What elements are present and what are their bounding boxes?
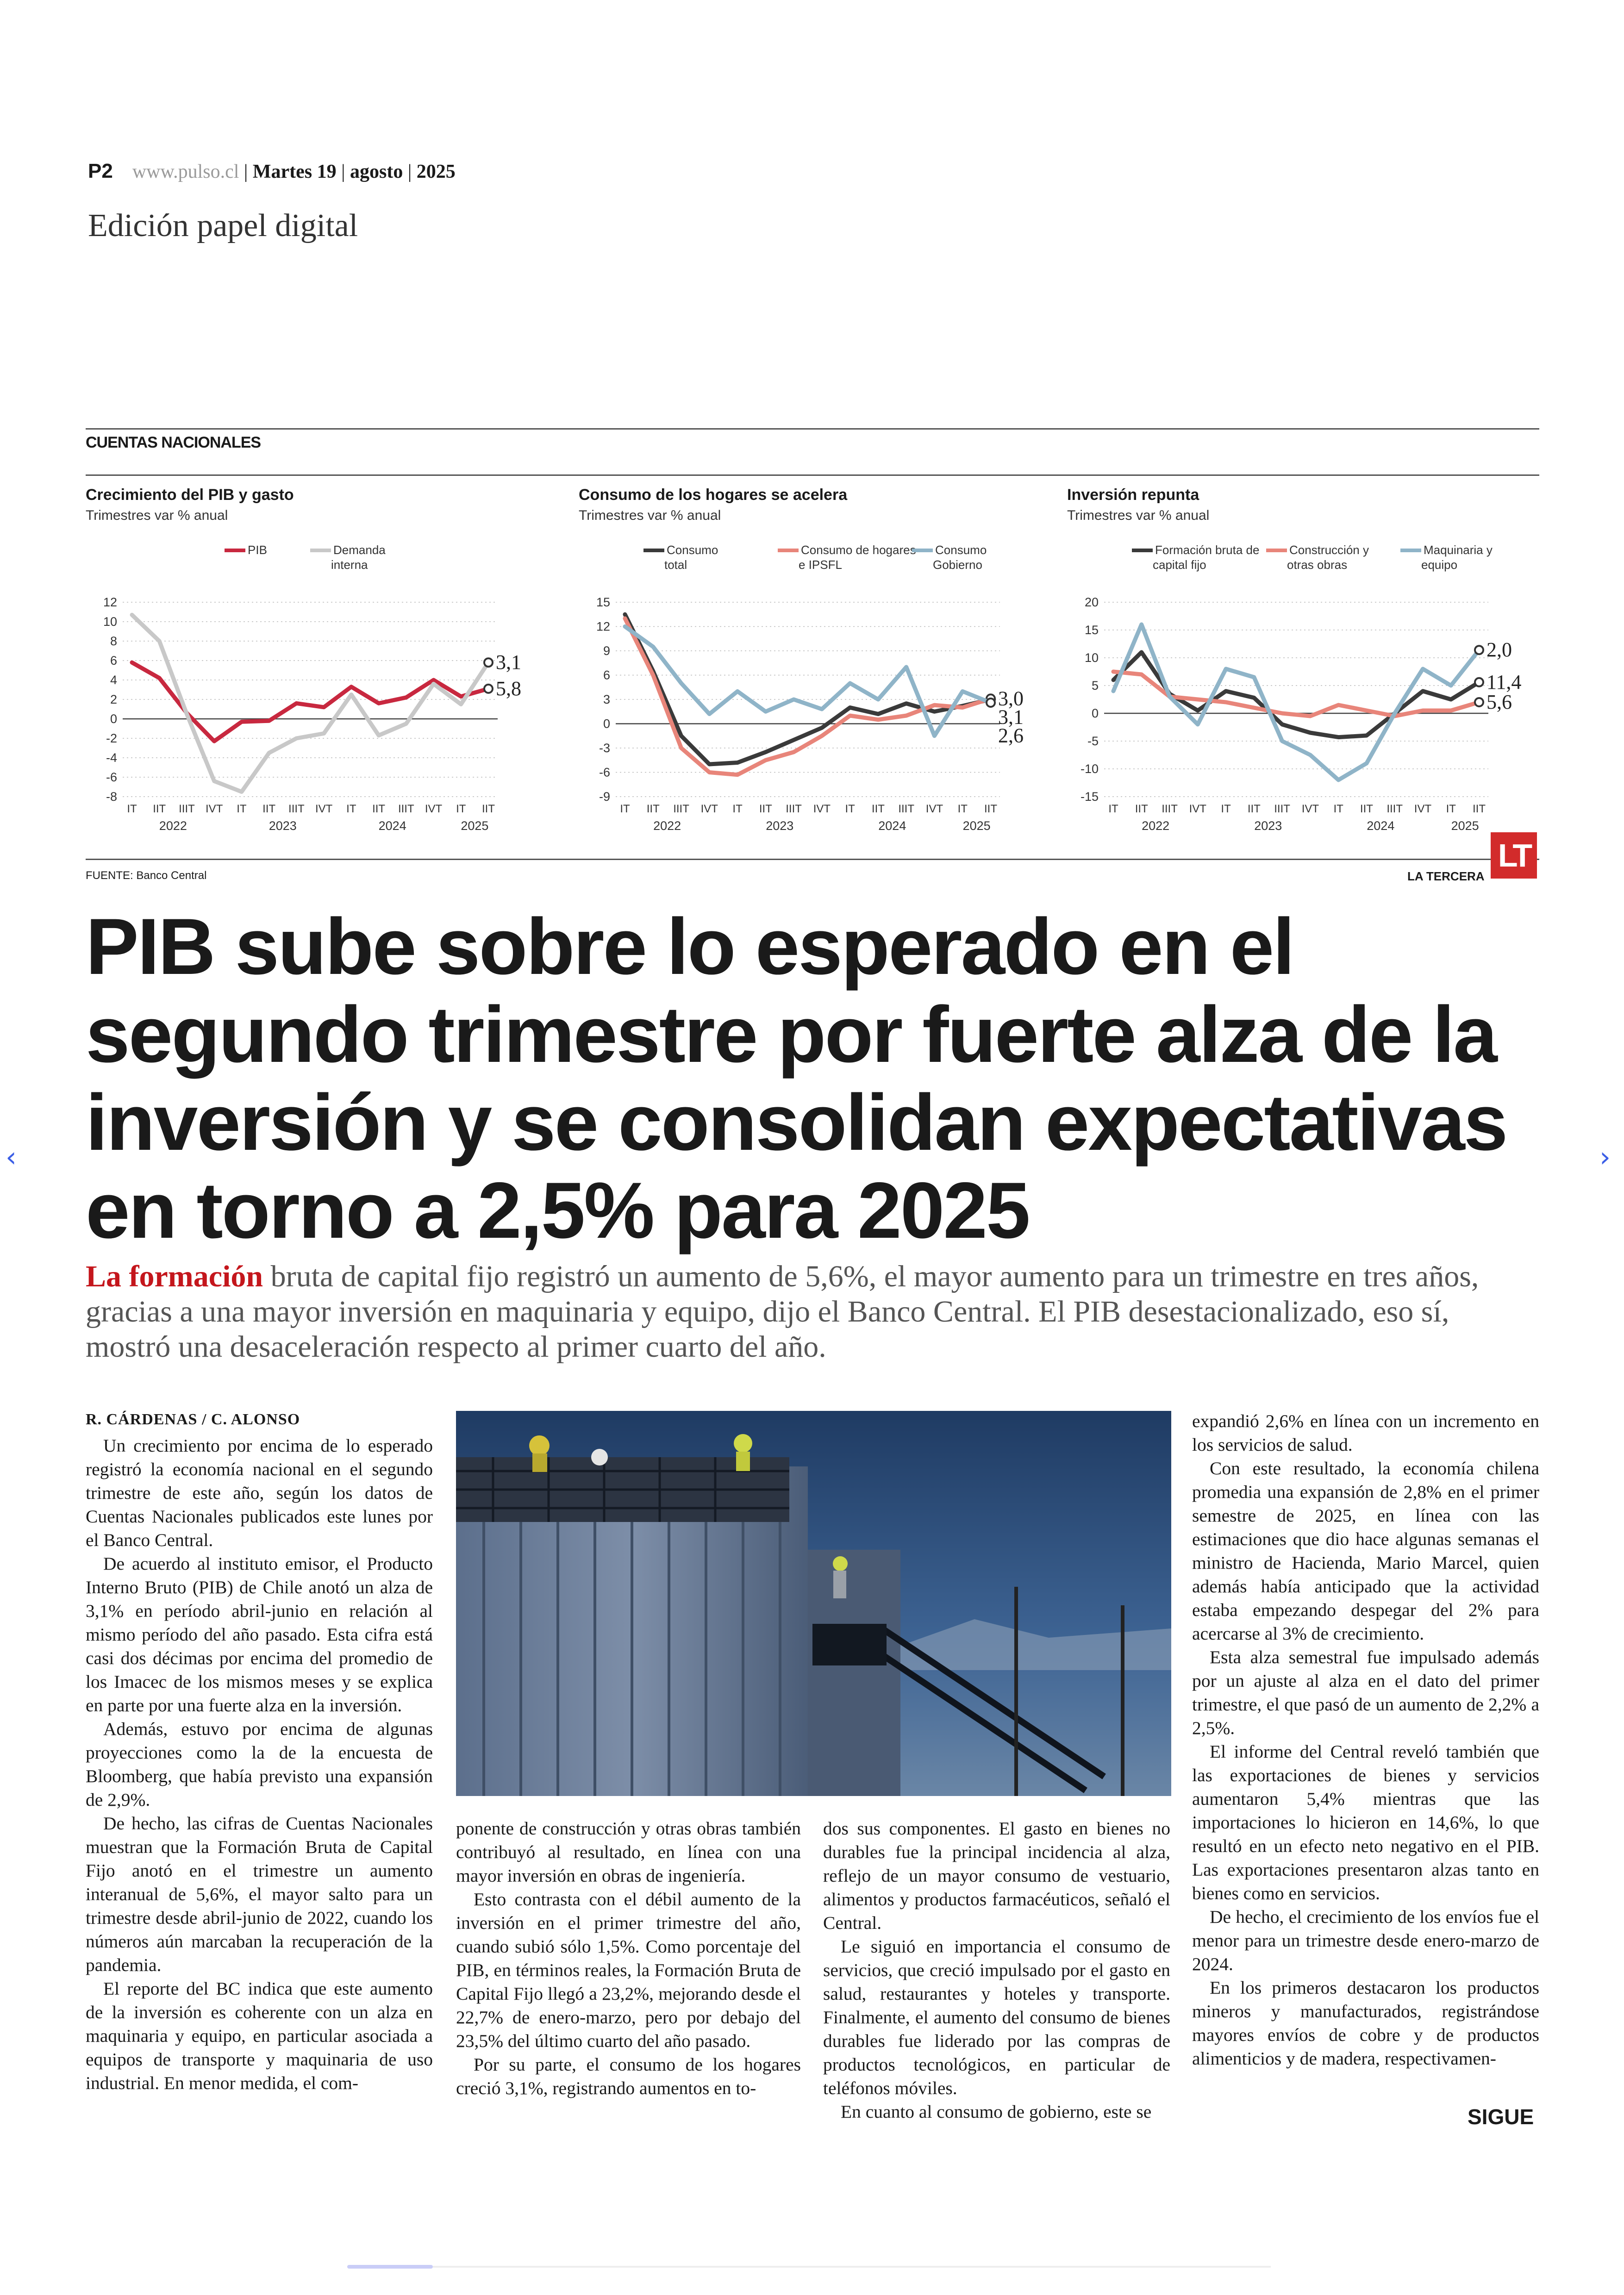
end-marker <box>484 658 493 667</box>
end-value-label: 5,8 <box>496 677 521 700</box>
article-column-3 <box>823 1817 1170 2124</box>
end-value-label: 2,6 <box>998 724 1024 747</box>
x-tick-label: IVT <box>1189 803 1206 815</box>
chart-plot <box>579 524 1051 861</box>
paragraph: Un crecimiento por encima de lo esperado registró la economía nacional en el segundo trimestre de este año, según los datos de Cuentas Nacionales publicados este lunes por el Banco Central. <box>86 1435 433 1550</box>
end-marker <box>1475 698 1483 706</box>
y-tick-label: 4 <box>110 673 117 687</box>
year-label: 2025 <box>962 819 991 833</box>
x-tick-label: IT <box>1108 803 1118 815</box>
la-tercera-logo: LT <box>1491 832 1537 879</box>
legend-label: PIB <box>248 543 267 557</box>
x-tick-label: IIT <box>984 803 997 815</box>
x-tick-label: IIIT <box>898 803 915 815</box>
legend-label: interna <box>331 558 368 572</box>
x-tick-label: IT <box>620 803 630 815</box>
divider <box>86 428 1539 430</box>
x-tick-label: IVT <box>1414 803 1432 815</box>
x-tick-label: IT <box>127 803 137 815</box>
end-marker <box>987 698 995 707</box>
x-tick-label: IT <box>1446 803 1456 815</box>
y-tick-label: 0 <box>1091 706 1099 720</box>
y-tick-label: -4 <box>106 751 117 765</box>
series-line <box>1113 624 1479 780</box>
date-year: 2025 <box>416 161 456 182</box>
y-tick-label: 8 <box>110 634 117 648</box>
paragraph: De acuerdo al instituto emisor, el Producto Interno Bruto (PIB) de Chile anotó un alza de 3,1% en período abril-junio en relación al mismo período del año pasado. Esta cifra está casi dos décimas por encima del promedio de los Imacec de los mismos meses y se explica en parte por una fuerte alza en la inversión. <box>86 1553 433 1715</box>
y-tick-label: 2 <box>110 692 117 706</box>
y-tick-label: -6 <box>599 765 610 780</box>
end-marker <box>484 685 493 693</box>
series-line <box>625 618 991 775</box>
chart-title: Consumo de los hogares se acelera <box>579 486 848 504</box>
lede-lead: La formación <box>86 1260 263 1293</box>
chart-pib <box>86 486 549 861</box>
year-label: 2022 <box>1142 819 1170 833</box>
page-header: P2 www.pulso.cl | Martes 19 | agosto | 2025 <box>88 160 456 182</box>
date-day: Martes 19 <box>252 161 337 182</box>
paragraph: expandió 2,6% en línea con un incremento en los servicios de salud. <box>1192 1411 1539 1455</box>
paragraph: Le siguió en importancia el consumo de servicios, que creció impulsado por el gasto en salud, restaurantes y hoteles y transporte. Finalmente, el aumento del consumo de bienes durables fue liderado por las compras de productos tecnológicos, en particular de teléfonos móviles. <box>823 1936 1170 2098</box>
brand-name: LA TERCERA <box>1407 869 1485 883</box>
legend-label: Gobierno <box>933 558 982 572</box>
year-label: 2022 <box>159 819 187 833</box>
end-value-label: 3,1 <box>998 705 1024 729</box>
end-value-label: 3,0 <box>998 687 1024 710</box>
legend-label: capital fijo <box>1153 558 1206 572</box>
y-tick-label: 6 <box>603 668 610 682</box>
legend-label: Consumo <box>935 543 987 557</box>
legend-label: total <box>664 558 687 572</box>
x-tick-label: IT <box>845 803 855 815</box>
article-column-2 <box>456 1817 801 2100</box>
x-tick-label: IIIT <box>786 803 802 815</box>
article-column-4 <box>1192 1409 1539 2070</box>
end-marker <box>1475 646 1483 654</box>
year-label: 2023 <box>269 819 297 833</box>
continue-label: SIGUE <box>1468 2105 1534 2129</box>
x-tick-label: IIT <box>646 803 660 815</box>
end-value-label: 2,0 <box>1487 638 1512 661</box>
year-label: 2025 <box>461 819 489 833</box>
paragraph: Con este resultado, la economía chilena promedia una expansión de 2,8% en el primer semestre de 2025, en línea con las estimaciones que dio hace algunas semanas el ministro de Hacienda, Mario Marcel, quien además había anticipado que la actividad estaba empezando despegar del 2% para acercarse al 3% de crecimiento. <box>1192 1458 1539 1644</box>
x-tick-label: IT <box>456 803 466 815</box>
x-tick-label: IVT <box>813 803 831 815</box>
y-tick-label: 9 <box>603 644 610 658</box>
divider <box>86 474 1539 476</box>
paragraph: Esta alza semestral fue impulsado además por un ajuste al alza en el dato del primer trimestre, el que pasó de un aumento de 2,2% a 2,5%. <box>1192 1647 1539 1738</box>
x-tick-label: IIIT <box>398 803 414 815</box>
x-tick-label: IT <box>1333 803 1343 815</box>
x-tick-label: IIIT <box>1274 803 1290 815</box>
section-label: CUENTAS NACIONALES <box>86 434 261 451</box>
chart-plot <box>1067 524 1539 861</box>
x-tick-label: IVT <box>425 803 443 815</box>
x-tick-label: IIT <box>1247 803 1261 815</box>
paragraph: dos sus componentes. El gasto en bienes no durables fue la principal incidencia al alza, reflejo de un mayor consumo de vestuario, alimentos y productos farmacéuticos, señaló el Central. <box>823 1818 1170 1933</box>
chart-consumo <box>579 486 1051 861</box>
paragraph: En los primeros destacaron los productos mineros y manufacturados, registrándose mayores envíos de cobre y de productos alimenticios y de madera, respectivamen- <box>1192 1977 1539 2069</box>
x-tick-label: IVT <box>315 803 333 815</box>
year-label: 2022 <box>653 819 681 833</box>
y-tick-label: -5 <box>1087 734 1099 748</box>
legend-label: Consumo <box>667 543 718 557</box>
chart-inversion <box>1067 486 1539 861</box>
x-tick-label: IIT <box>759 803 772 815</box>
x-tick-label: IVT <box>925 803 943 815</box>
chart-source: FUENTE: Banco Central <box>86 869 207 882</box>
scroll-indicator[interactable] <box>347 2265 433 2269</box>
chart-title: Inversión repunta <box>1067 486 1199 504</box>
y-tick-label: 12 <box>103 595 117 609</box>
chevron-left-icon[interactable]: ‹ <box>6 1141 17 1173</box>
x-tick-label: IT <box>732 803 743 815</box>
end-value-label: 3,1 <box>496 651 521 674</box>
y-tick-label: 15 <box>1084 623 1099 637</box>
x-tick-label: IIIT <box>673 803 689 815</box>
x-tick-label: IIT <box>1360 803 1373 815</box>
x-tick-label: IIT <box>482 803 495 815</box>
chart-plot <box>86 524 549 861</box>
y-tick-label: -6 <box>106 770 117 784</box>
headline: PIB sube sobre lo esperado en el segundo trimestre por fuerte alza de la inversión y se consolidan expectativas en torno a 2,5% para 2025 <box>86 902 1507 1255</box>
paragraph: El reporte del BC indica que este aumento de la inversión es coherente con un alza en maquinaria y equipo, en particular asociada a equipos de transporte y maquinaria de uso industrial. En menor medida, el com- <box>86 1978 433 2093</box>
paragraph: En cuanto al consumo de gobierno, este se <box>841 2102 1152 2122</box>
paragraph: Esto contrasta con el débil aumento de la inversión en el primer trimestre del año, cuando subió sólo 1,5%. Como porcentaje del PIB, en términos reales, la Formación Bruta de Capital Fijo llegó a 23,2%, mejorando desde el 22,7% de enero-marzo, pero por debajo del 23,5% del último cuarto del año pasado. <box>456 1889 801 2051</box>
end-value-label: 11,4 <box>1487 670 1522 693</box>
legend-label: Consumo de hogares <box>801 543 916 557</box>
legend-label: Formación bruta de <box>1155 543 1260 557</box>
x-tick-label: IT <box>237 803 247 815</box>
lede <box>86 1259 1539 1365</box>
x-tick-label: IIIT <box>1387 803 1403 815</box>
series-line <box>132 662 488 741</box>
y-tick-label: -8 <box>106 790 117 804</box>
y-tick-label: 12 <box>596 619 610 634</box>
x-tick-label: IVT <box>1301 803 1319 815</box>
paragraph: De hecho, las cifras de Cuentas Nacionales muestran que la Formación Bruta de Capital Fijo anotó en el trimestre un aumento interanual de 5,6%, el mayor salto para un trimestre desde abril-junio de 2022, cuando los números aún marcaban la recuperación de la pandemia. <box>86 1813 433 1975</box>
x-tick-label: IT <box>346 803 356 815</box>
legend-label: Demanda <box>333 543 386 557</box>
scroll-track <box>433 2266 1271 2268</box>
y-tick-label: 15 <box>596 595 610 609</box>
x-tick-label: IIT <box>871 803 885 815</box>
y-tick-label: -10 <box>1080 762 1099 776</box>
legend-label: equipo <box>1421 558 1458 572</box>
edition-label: Edición papel digital <box>88 208 358 243</box>
byline: R. CÁRDENAS / C. ALONSO <box>86 1411 300 1428</box>
end-value-label: 5,6 <box>1487 691 1512 713</box>
y-tick-label: 5 <box>1091 679 1099 692</box>
legend-label: otras obras <box>1287 558 1348 572</box>
year-label: 2024 <box>1367 819 1395 833</box>
y-tick-label: 3 <box>603 692 610 706</box>
y-tick-label: -15 <box>1080 790 1099 804</box>
paragraph: De hecho, el crecimiento de los envíos fue el menor para un trimestre desde enero-marzo de 2024. <box>1192 1907 1539 1974</box>
x-tick-label: IT <box>957 803 968 815</box>
y-tick-label: 6 <box>110 654 117 667</box>
year-label: 2025 <box>1451 819 1479 833</box>
y-tick-label: 0 <box>603 717 610 731</box>
year-label: 2023 <box>1254 819 1282 833</box>
x-tick-label: IIT <box>372 803 386 815</box>
x-tick-label: IVT <box>700 803 718 815</box>
x-tick-label: IIT <box>1473 803 1486 815</box>
x-tick-label: IIT <box>262 803 276 815</box>
x-tick-label: IIIT <box>288 803 305 815</box>
legend-label: Construcción y <box>1289 543 1369 557</box>
chart-subtitle: Trimestres var % anual <box>579 508 721 523</box>
divider <box>86 859 1539 860</box>
page-number: P2 <box>88 160 113 182</box>
chart-title: Crecimiento del PIB y gasto <box>86 486 294 504</box>
article-photo <box>456 1411 1171 1796</box>
site-url: www.pulso.cl <box>132 161 239 182</box>
lede-text: bruta de capital fijo registró un aumento de 5,6%, el mayor aumento para un trimestre en tres años, gracias a una mayor inversión en maquinaria y equipo, dijo el Banco Central. El PIB desestacionalizado, eso sí, mostró una desaceleración respecto al primer cuarto del año. <box>86 1260 1479 1364</box>
y-tick-label: -3 <box>599 741 610 755</box>
end-marker <box>1475 678 1483 686</box>
article-column-1 <box>86 1434 433 2095</box>
x-tick-label: IIT <box>153 803 166 815</box>
paragraph: Por su parte, el consumo de los hogares creció 3,1%, registrando aumentos en to- <box>456 2054 801 2098</box>
paragraph: El informe del Central reveló también que las exportaciones de bienes y servicios aumentaron 5,4% mientras que las importaciones lo hicieron en 14,6%, lo que resultó en un efecto neto negativo en el PIB. Las exportaciones presentaron alzas tanto en bienes como en servicios. <box>1192 1741 1539 1903</box>
year-label: 2024 <box>878 819 906 833</box>
legend-label: Maquinaria y <box>1424 543 1493 557</box>
legend-label: e IPSFL <box>799 558 842 572</box>
y-tick-label: 10 <box>1084 651 1099 665</box>
paragraph: Además, estuvo por encima de algunas proyecciones como la de la encuesta de Bloomberg, que había previsto una expansión de 2,9%. <box>86 1719 433 1810</box>
x-tick-label: IIT <box>1135 803 1148 815</box>
chart-subtitle: Trimestres var % anual <box>1067 508 1210 523</box>
x-tick-label: IVT <box>206 803 223 815</box>
year-label: 2023 <box>766 819 794 833</box>
y-tick-label: -2 <box>106 731 117 745</box>
y-tick-label: 20 <box>1084 595 1099 609</box>
year-label: 2024 <box>378 819 406 833</box>
date-month: agosto <box>350 161 403 182</box>
series-line <box>625 627 991 736</box>
y-tick-label: 0 <box>110 712 117 726</box>
y-tick-label: -9 <box>599 790 610 804</box>
chart-subtitle: Trimestres var % anual <box>86 508 228 523</box>
x-tick-label: IT <box>1221 803 1231 815</box>
x-tick-label: IIIT <box>1162 803 1178 815</box>
x-tick-label: IIIT <box>179 803 195 815</box>
paragraph: ponente de construcción y otras obras también contribuyó al resultado, en línea con una mayor inversión en obras de ingeniería. <box>456 1818 801 1886</box>
chevron-right-icon[interactable]: › <box>1599 1141 1611 1173</box>
y-tick-label: 10 <box>103 615 117 629</box>
